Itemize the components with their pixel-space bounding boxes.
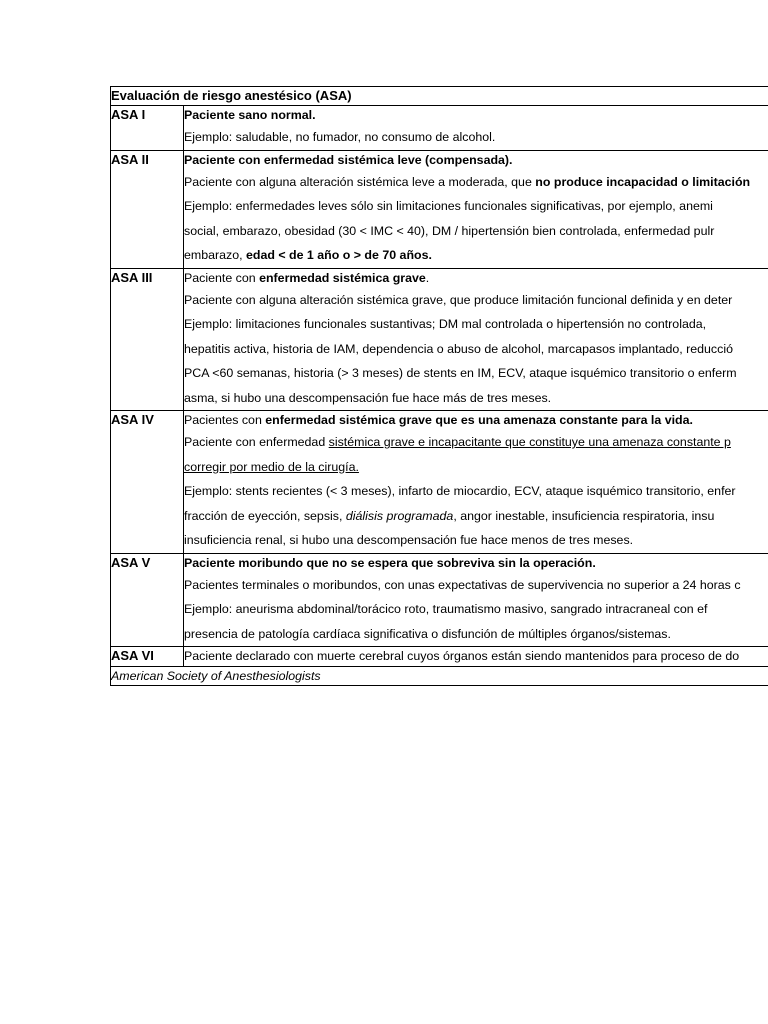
asa-row-2: [111, 150, 768, 268]
underlined-text-run: corregir por medio de la cirugía.: [184, 459, 359, 474]
description-line: hepatitis activa, historia de IAM, dependencia o abuso de alcohol, marcapasos implantado, reducció: [184, 341, 733, 356]
description-line: Paciente con alguna alteración sistémica grave, que produce limitación funcional definida y en deter: [184, 292, 733, 307]
description-line: social, embarazo, obesidad (30 < IMC < 40), DM / hipertensión bien controlada, enfermedad pulr: [184, 223, 715, 238]
text-run: Paciente con alguna alteración sistémica leve a moderada, que: [184, 174, 536, 189]
description-line: Ejemplo: aneurisma abdominal/torácico roto, traumatismo masivo, sangrado intracraneal con ef: [184, 602, 708, 616]
asa-level: ASA II: [111, 150, 184, 268]
table-title: Evaluación de riesgo anestésico (ASA): [111, 87, 768, 106]
description-line: Ejemplo: saludable, no fumador, no consumo de alcohol.: [184, 130, 496, 144]
asa-description: [184, 553, 768, 647]
text-run: fracción de eyección, sepsis,: [184, 508, 346, 523]
description-line: [184, 430, 768, 455]
description-line: Paciente declarado con muerte cerebral cuyos órganos están siendo mantenidos para proceso de do: [184, 649, 740, 663]
asa-description: [184, 268, 768, 411]
text-run: .: [425, 270, 430, 285]
source-note: American Society of Anesthesiologists: [111, 667, 768, 686]
asa-description: [184, 150, 768, 268]
description-heading: [184, 411, 768, 430]
asa-row-6: [111, 647, 768, 667]
asa-table: [110, 86, 768, 686]
text-run: Paciente con enfermedad: [184, 435, 329, 449]
asa-level: ASA V: [111, 553, 184, 647]
asa-row-5: [111, 553, 768, 647]
bold-text-run: no produce incapacidad o limitación: [535, 174, 751, 189]
asa-level: ASA IV: [111, 411, 184, 554]
description-heading: Paciente moribundo que no se espera que sobreviva sin la operación.: [184, 555, 596, 570]
description-line: [184, 504, 768, 529]
description-line: Pacientes terminales o moribundos, con unas expectativas de supervivencia no superior a 24 horas c: [184, 577, 741, 592]
asa-description: [184, 106, 768, 151]
description-line: [184, 170, 768, 195]
bold-text-run: enfermedad sistémica grave que es una amenaza constante para la vida.: [265, 413, 693, 427]
text-run: Pacientes con: [184, 413, 266, 427]
italic-text-run: diálisis programada: [345, 508, 454, 523]
asa-level: ASA III: [111, 268, 184, 411]
description-line: Ejemplo: enfermedades leves sólo sin limitaciones funcionales significativas, por ejemplo, anemi: [184, 199, 713, 213]
description-heading: [184, 269, 768, 288]
description-line: PCA <60 semanas, historia (> 3 meses) de stents en IM, ECV, ataque isquémico transitorio o enferm: [184, 366, 737, 380]
description-line: presencia de patología cardíaca significativa o disfunción de múltiples órganos/sistemas.: [184, 626, 671, 641]
description-line: Ejemplo: limitaciones funcionales sustantivas; DM mal controlada o hipertensión no controlada,: [184, 317, 707, 331]
table-title-row: [111, 87, 768, 106]
description-line: [184, 455, 768, 480]
bold-text-run: enfermedad sistémica grave: [259, 270, 426, 285]
asa-row-1: [111, 106, 768, 151]
underlined-text-run: sistémica grave e incapacitante que constituye una amenaza constante p: [328, 435, 731, 449]
asa-level: ASA VI: [111, 647, 184, 667]
description-line: insuficiencia renal, si hubo una descompensación fue hace menos de tres meses.: [184, 533, 634, 547]
description-heading: Paciente con enfermedad sistémica leve (compensada).: [184, 152, 513, 167]
source-row: [111, 667, 768, 686]
description-line: asma, si hubo una descompensación fue hace más de tres meses.: [184, 390, 552, 405]
asa-description: [184, 411, 768, 554]
text-run: embarazo,: [184, 248, 246, 262]
text-run: Paciente con: [184, 270, 260, 285]
asa-row-4: [111, 411, 768, 554]
asa-description: [184, 647, 768, 667]
bold-text-run: edad < de 1 año o > de 70 años.: [245, 248, 432, 262]
text-run: , angor inestable, insuficiencia respiratoria, insu: [453, 508, 715, 523]
description-line: [184, 243, 768, 268]
description-line: Ejemplo: stents recientes (< 3 meses), infarto de miocardio, ECV, ataque isquémico transitorio, enfer: [184, 484, 736, 498]
description-heading: Paciente sano normal.: [184, 108, 316, 122]
asa-level: ASA I: [111, 106, 184, 151]
asa-row-3: [111, 268, 768, 411]
asa-document: [110, 86, 768, 686]
